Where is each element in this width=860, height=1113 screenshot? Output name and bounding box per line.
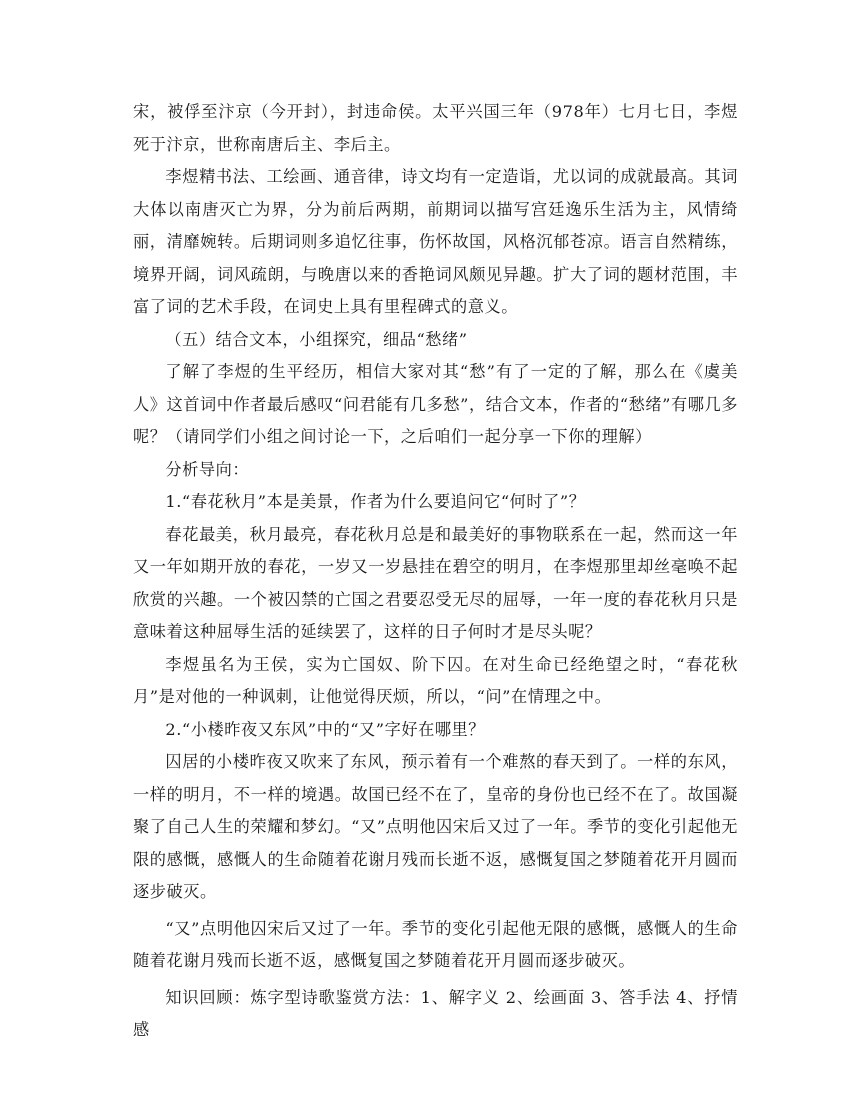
answer-1-part-1: 春花最美，秋月最亮，春花秋月总是和最美好的事物联系在一起，然而这一年又一年如期开放的春花，一岁又一岁悬挂在碧空的明月，在李煜那里却丝毫唤不起欣赏的兴趣。一个被囚禁的亡国之君要忍受无尽的屈辱，一年一度的春花秋月只是意味着这种屈辱生活的延续罢了，这样的日子何时才是尽头呢？ <box>133 524 738 641</box>
paragraph-li-yu-achievements: 李煜精书法、工绘画、通音律，诗文均有一定造诣，尤以词的成就最高。其词大体以南唐灭亡为界，分为前后两期，前期词以描写宫廷逸乐生活为主，风情绮丽，清靡婉转。后期词则多追忆往事，伤怀故国，风格沉郁苍凉。语言自然精练，境界开阔，词风疏朗，与晚唐以来的香艳词风颇见异趣。扩大了词的题材范围，丰富了词的艺术手段，在词史上具有里程碑式的意义。 <box>133 167 738 316</box>
analysis-guide-label: 分析导向： <box>165 459 250 479</box>
question-2: 2.“小楼昨夜又东风”中的“又”字好在哪里？ <box>165 719 486 739</box>
paragraph-li-yu-death: 宋，被俘至汴京（今开封），封违命侯。太平兴国三年（978年）七月七日，李煜死于汴京，世称南唐后主、李后主。 <box>133 102 738 154</box>
answer-1-part-2: 李煜虽名为王侯，实为亡国奴、阶下囚。在对生命已经绝望之时，“春花秋月”是对他的一种讽刺，让他觉得厌烦，所以，“问”在情理之中。 <box>133 654 738 706</box>
answer-2-part-2: “又”点明他囚宋后又过了一年。季节的变化引起他无限的感慨，感慨人的生命随着花谢月残而长逝不返，感慨复国之梦随着花开月圆而逐步破灭。 <box>133 918 738 970</box>
knowledge-review: 知识回顾：炼字型诗歌鉴赏方法：1、解字义 2、绘画面 3、答手法 4、抒情感 <box>133 987 738 1039</box>
answer-2-part-1: 囚居的小楼昨夜又吹来了东风，预示着有一个难熬的春天到了。一样的东风，一样的明月，不一样的境遇。故国已经不在了，皇帝的身份也已经不在了。故国凝聚了自己人生的荣耀和梦幻。“又”点明他囚宋后又过了一年。季节的变化引起他无限的感慨，感慨人的生命随着花谢月残而长逝不返，感慨复国之梦随着花开月圆而逐步破灭。 <box>133 752 738 901</box>
paragraph-discussion-prompt: 了解了李煜的生平经历，相信大家对其“愁”有了一定的了解，那么在《虞美人》这首词中作者最后感叹“问君能有几多愁”，结合文本，作者的“愁绪”有哪几多呢？（请同学们小组之间讨论一下，之后咱们一起分享一下你的理解） <box>133 362 738 446</box>
question-1: 1.“春花秋月”本是美景，作者为什么要追问它“何时了”？ <box>165 492 586 511</box>
section-heading-explore-sorrow: （五）结合文本，小组探究，细品“愁绪” <box>165 329 468 349</box>
